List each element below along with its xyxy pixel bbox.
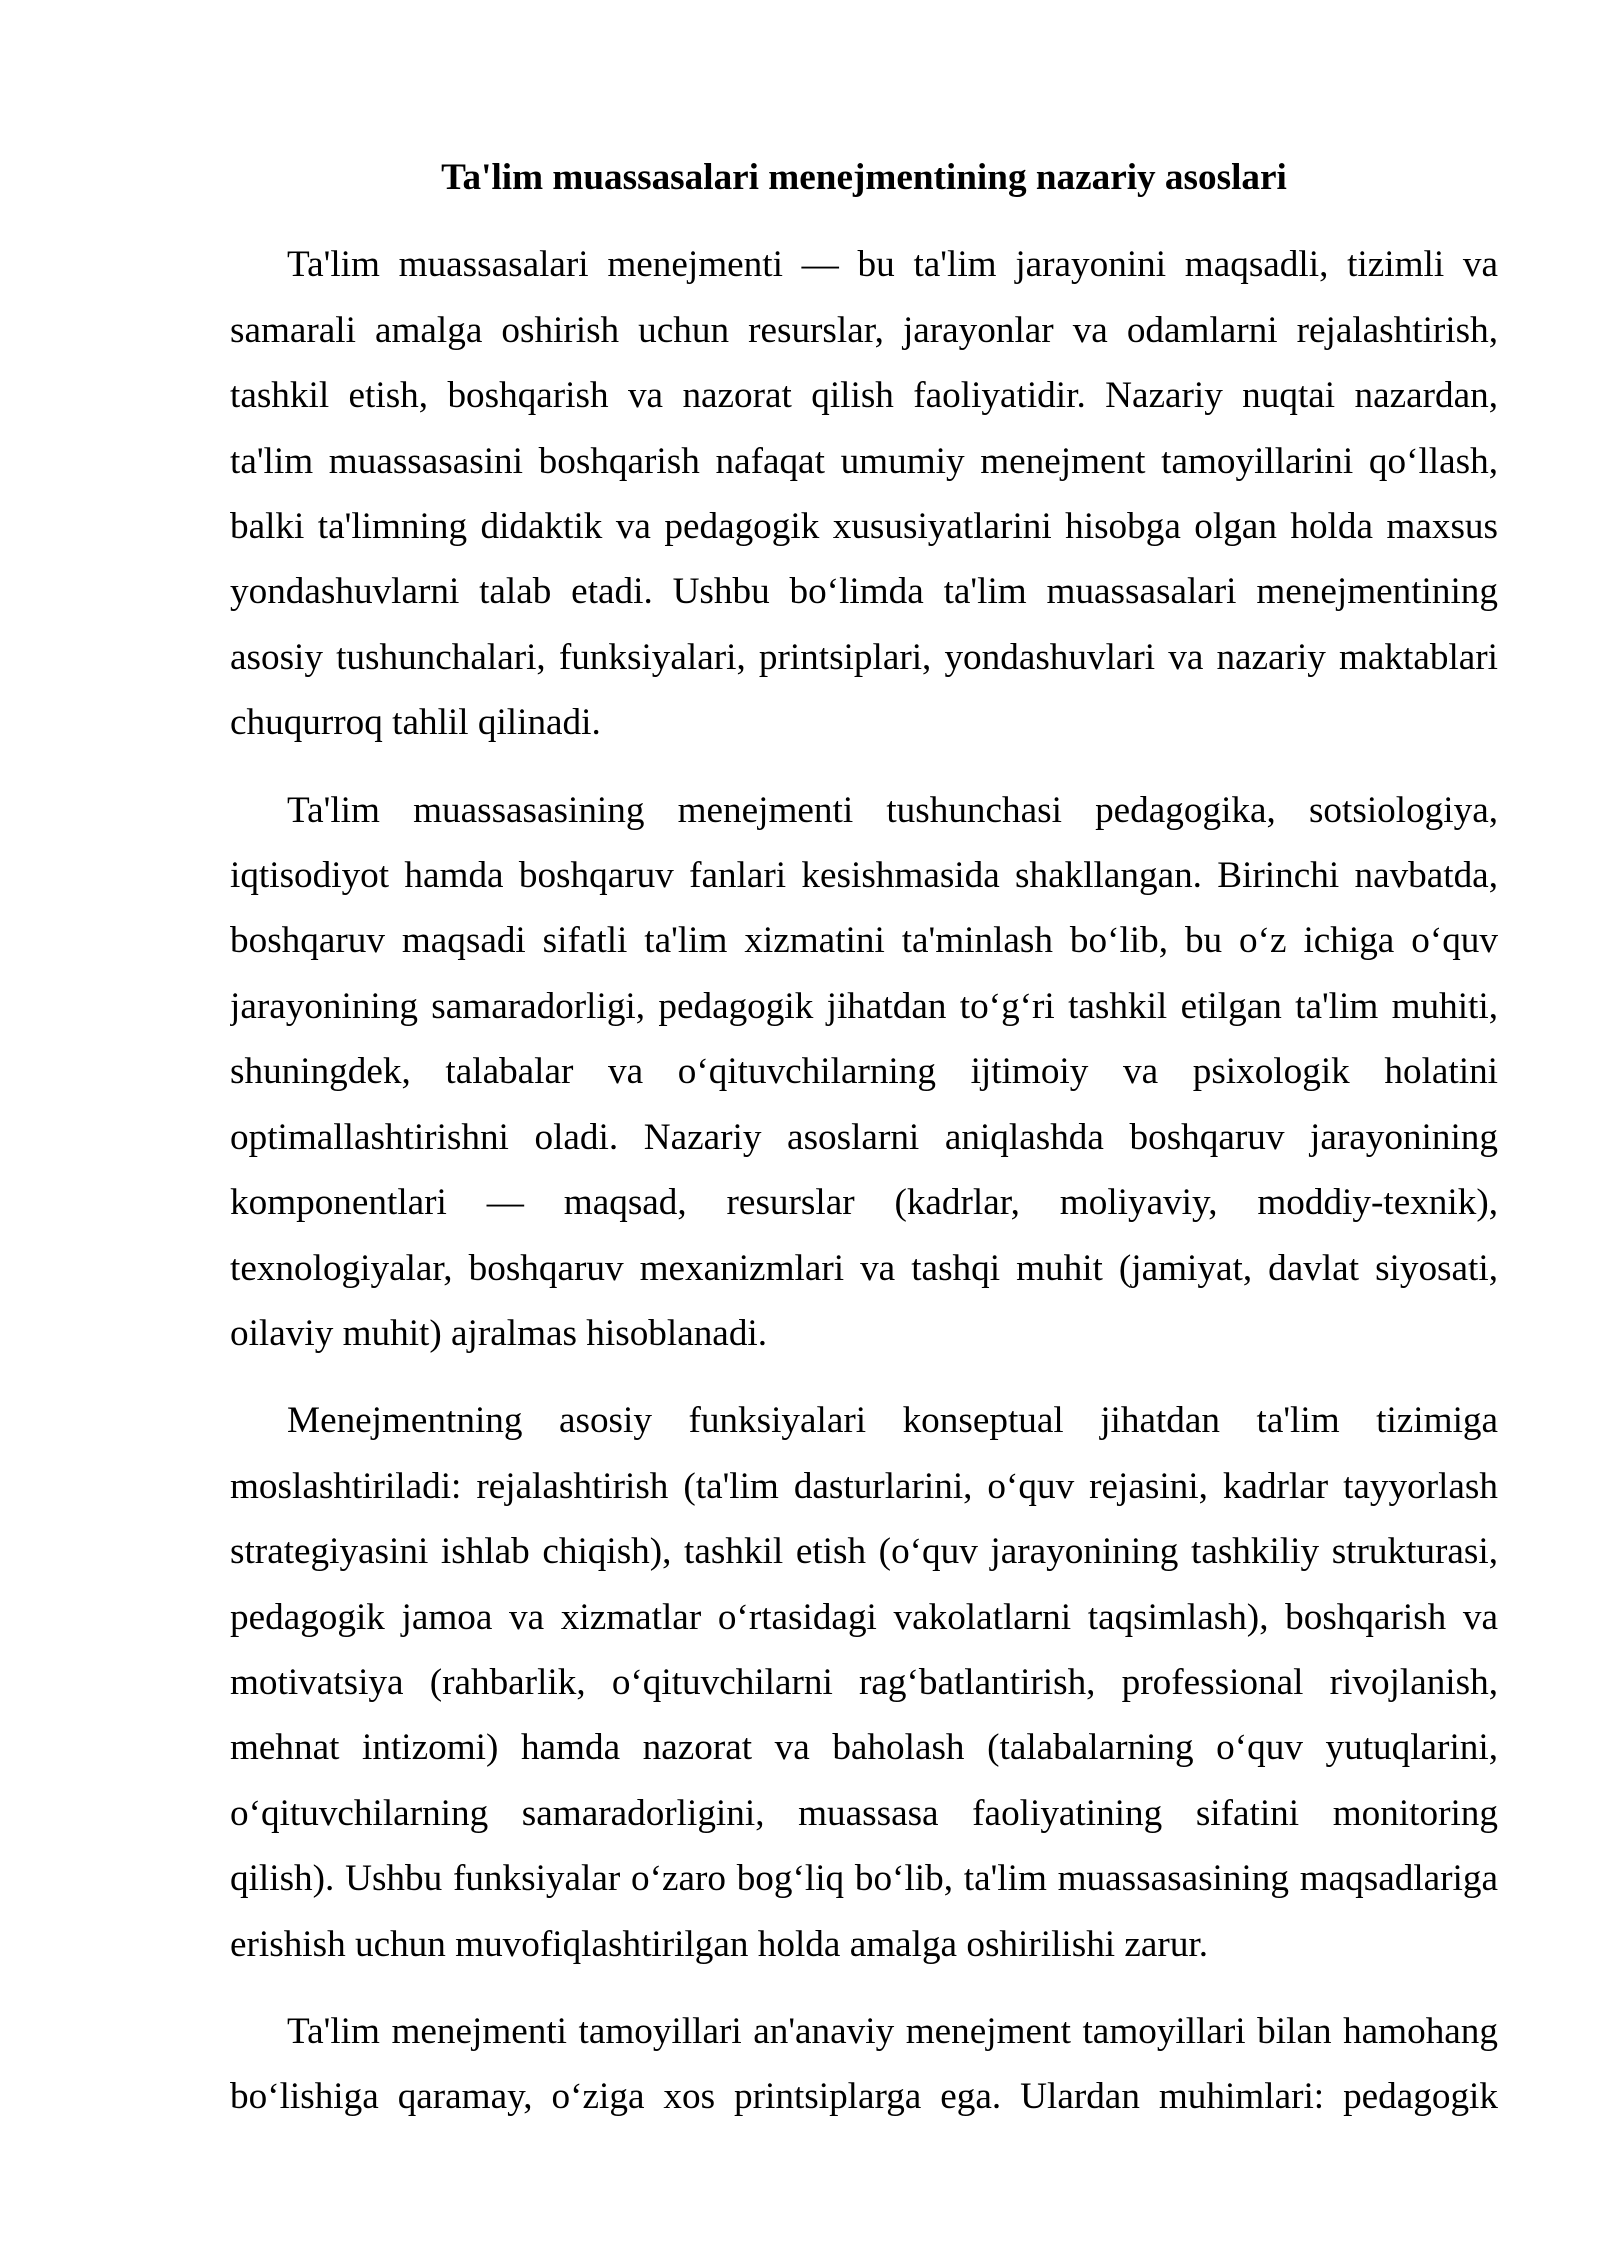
text-line: bo‘lishiga qaramay, o‘ziga xos printsiplarga ega. Ulardan muhimlari: pedagogik bbox=[230, 2076, 1498, 2118]
text-line: yondashuvlarni talab etadi. Ushbu bo‘limda ta'lim muassasalari menejmentining bbox=[230, 571, 1498, 613]
paragraph-1 bbox=[230, 232, 1498, 756]
text-line: ta'lim muassasasini boshqarish nafaqat umumiy menejment tamoyillarini qo‘llash, bbox=[230, 440, 1498, 482]
paragraph-3 bbox=[230, 1388, 1498, 1977]
text-line: iqtisodiyot hamda boshqaruv fanlari kesishmasida shakllangan. Birinchi navbatda, bbox=[230, 854, 1498, 896]
text-line: shuningdek, talabalar va o‘qituvchilarning ijtimoiy va psixologik holatini bbox=[230, 1051, 1498, 1093]
text-line: jarayonining samaradorligi, pedagogik jihatdan to‘g‘ri tashkil etilgan ta'lim muhiti, bbox=[230, 985, 1498, 1027]
text-line: tashkil etish, boshqarish va nazorat qilish faoliyatidir. Nazariy nuqtai nazardan, bbox=[230, 375, 1498, 417]
text-line: boshqaruv maqsadi sifatli ta'lim xizmatini ta'minlash bo‘lib, bu o‘z ichiga o‘quv bbox=[230, 920, 1498, 962]
text-line: qilish). Ushbu funksiyalar o‘zaro bog‘liq bo‘lib, ta'lim muassasasining maqsadlariga bbox=[230, 1858, 1498, 1900]
text-line: chuqurroq tahlil qilinadi. bbox=[230, 702, 601, 744]
text-line: Ta'lim muassasasining menejmenti tushunchasi pedagogika, sotsiologiya, bbox=[287, 789, 1498, 831]
paragraph-4 bbox=[230, 1999, 1498, 2130]
document-body bbox=[230, 145, 1498, 2152]
text-line: komponentlari — maqsad, resurslar (kadrlar, moliyaviy, moddiy-texnik), bbox=[230, 1182, 1498, 1224]
text-line: pedagogik jamoa va xizmatlar o‘rtasidagi vakolatlarni taqsimlash), boshqarish va bbox=[230, 1596, 1498, 1638]
text-line: Ta'lim muassasalari menejmenti — bu ta'lim jarayonini maqsadli, tizimli va bbox=[287, 244, 1498, 286]
text-line: balki ta'limning didaktik va pedagogik xususiyatlarini hisobga olgan holda maxsus bbox=[230, 505, 1498, 547]
text-line: optimallashtirishni oladi. Nazariy asoslarni aniqlashda boshqaruv jarayonining bbox=[230, 1116, 1498, 1158]
text-line: oilaviy muhit) ajralmas hisoblanadi. bbox=[230, 1313, 768, 1355]
text-line: moslashtiriladi: rejalashtirish (ta'lim dasturlarini, o‘quv rejasini, kadrlar tayyorlash bbox=[230, 1465, 1498, 1507]
document-title: Ta'lim muassasalari menejmentining nazariy asoslari bbox=[441, 157, 1287, 198]
text-line: mehnat intizomi) hamda nazorat va baholash (talabalarning o‘quv yutuqlarini, bbox=[230, 1727, 1498, 1769]
text-line: Menejmentning asosiy funksiyalari konseptual jihatdan ta'lim tizimiga bbox=[287, 1400, 1498, 1442]
text-line: samarali amalga oshirish uchun resurslar, jarayonlar va odamlarni rejalashtirish, bbox=[230, 309, 1498, 351]
text-line: Ta'lim menejmenti tamoyillari an'anaviy menejment tamoyillari bilan hamohang bbox=[287, 2011, 1498, 2052]
text-line: motivatsiya (rahbarlik, o‘qituvchilarni rag‘batlantirish, professional rivojlanish, bbox=[230, 1662, 1498, 1704]
text-line: o‘qituvchilarning samaradorligini, muassasa faoliyatining sifatini monitoring bbox=[230, 1792, 1498, 1834]
text-line: strategiyasini ishlab chiqish), tashkil etish (o‘quv jarayonining tashkiliy strukturasi, bbox=[230, 1531, 1498, 1573]
paragraph-2 bbox=[230, 778, 1498, 1367]
text-line: texnologiyalar, boshqaruv mexanizmlari va tashqi muhit (jamiyat, davlat siyosati, bbox=[230, 1247, 1498, 1289]
text-line: erishish uchun muvofiqlashtirilgan holda amalga oshirilishi zarur. bbox=[230, 1923, 1209, 1965]
text-line: asosiy tushunchalari, funksiyalari, printsiplari, yondashuvlari va nazariy maktablari bbox=[230, 636, 1498, 678]
